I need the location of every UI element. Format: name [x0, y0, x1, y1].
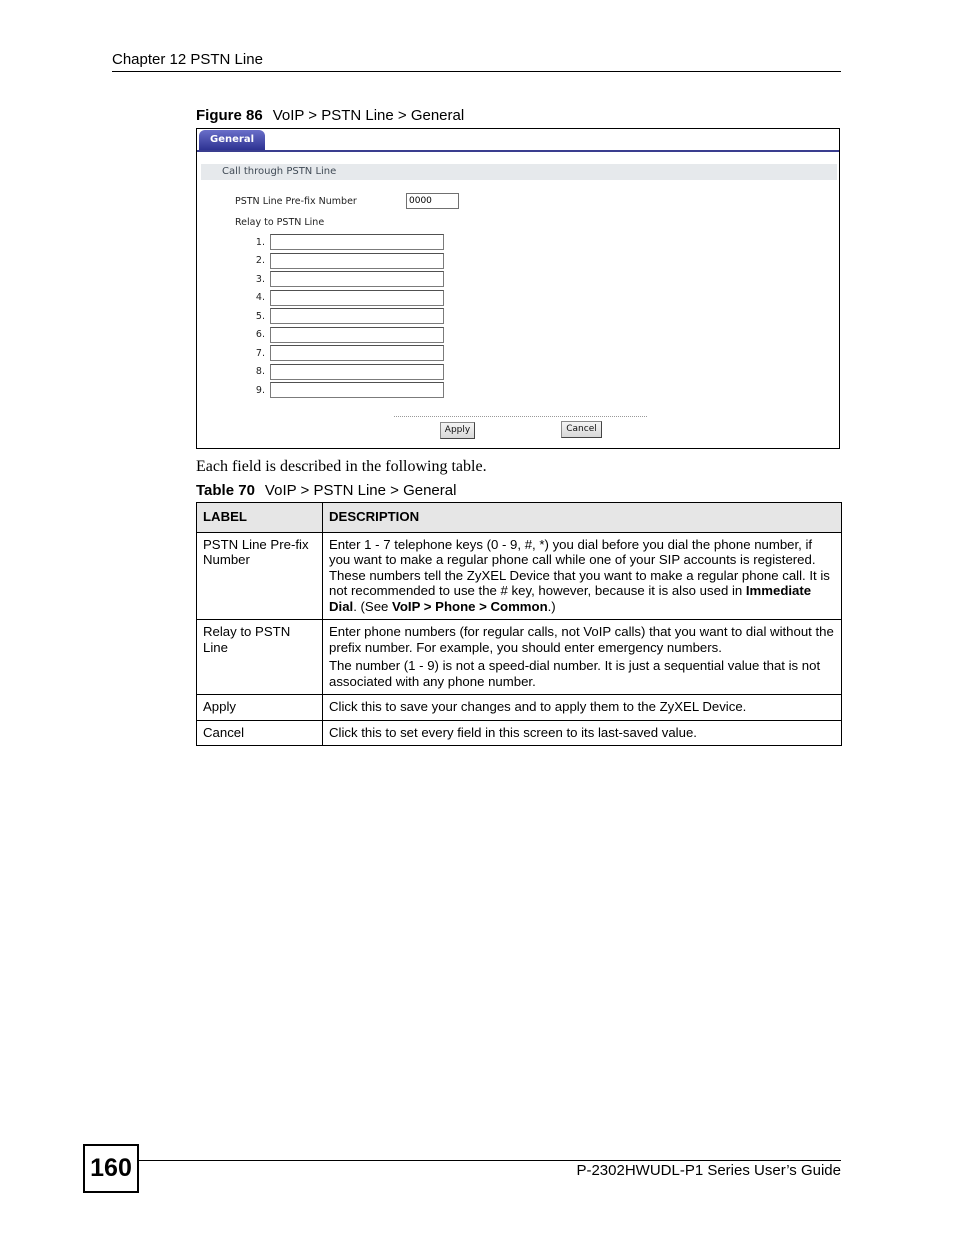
desc-paragraph: The number (1 - 9) is not a speed-dial number. It is just a sequential value that is not associated with any phone number. [329, 658, 821, 689]
relay-input-5[interactable] [270, 308, 444, 324]
row-label: Relay to PSTN Line [197, 620, 323, 695]
table-caption [196, 482, 456, 499]
row-description [323, 620, 842, 695]
figure-caption [196, 107, 464, 124]
guide-title: P-2302HWUDL-P1 Series User’s Guide [576, 1162, 841, 1179]
figure-label: Figure 86 [196, 107, 263, 124]
relay-input-1[interactable] [270, 234, 444, 250]
desc-text: .) [547, 598, 556, 614]
figure-title: VoIP > PSTN Line > General [272, 107, 465, 124]
row-description [323, 532, 842, 620]
intro-paragraph: Each field is described in the following table. [196, 458, 487, 475]
relay-label: Relay to PSTN Line [235, 217, 325, 228]
row-label: PSTN Line Pre-fix Number [197, 532, 323, 620]
relay-row-number: 7. [255, 348, 265, 359]
relay-row-number: 4. [255, 292, 265, 303]
row-label: Apply [197, 695, 323, 721]
relay-row-number: 8. [255, 366, 265, 377]
header-description: DESCRIPTION [323, 503, 842, 533]
relay-row-number: 6. [255, 329, 265, 340]
apply-button[interactable]: Apply [440, 422, 475, 439]
relay-input-2[interactable] [270, 253, 444, 269]
desc-bold: Immediate Dial [329, 583, 812, 614]
prefix-number-input[interactable]: 0000 [406, 193, 459, 209]
table-label: Table 70 [196, 482, 255, 499]
row-label: Cancel [197, 720, 323, 746]
desc-paragraph: Enter phone numbers (for regular calls, not VoIP calls) that you want to dial without the prefix number. For example, you should enter emergency numbers. [329, 624, 834, 655]
relay-row-number: 9. [255, 385, 265, 396]
footer-rule [139, 1160, 841, 1161]
row-description: Click this to set every field in this screen to its last-saved value. [323, 720, 842, 746]
desc-text: . (See [353, 598, 393, 614]
running-header: Chapter 12 PSTN Line [112, 51, 263, 68]
header-label: LABEL [197, 503, 323, 533]
relay-row-number: 1. [255, 237, 265, 248]
relay-input-7[interactable] [270, 345, 444, 361]
relay-row-number: 3. [255, 274, 265, 285]
relay-input-6[interactable] [270, 327, 444, 343]
tab-general[interactable]: General [199, 130, 265, 150]
desc-text: Enter 1 - 7 telephone keys (0 - 9, #, *) you dial before you dial the phone number, if you want to make a regular phone call while one of your SIP accounts is registered. These numbers tell the ZyXEL Device that you want to make a regular phone call. It is not recommended to use the # key, however, because it is also used in [329, 536, 830, 598]
table-row [197, 695, 842, 721]
table-header-row [197, 503, 842, 533]
table-row [197, 532, 842, 620]
page-number: 160 [83, 1144, 139, 1193]
row-description: Click this to save your changes and to apply them to the ZyXEL Device. [323, 695, 842, 721]
relay-row-number: 5. [255, 311, 265, 322]
header-rule [112, 71, 841, 72]
tab-bar [197, 129, 839, 152]
relay-input-4[interactable] [270, 290, 444, 306]
description-table [196, 502, 842, 746]
section-header: Call through PSTN Line [201, 164, 837, 180]
desc-bold: VoIP > Phone > Common [392, 598, 548, 614]
relay-row-number: 2. [255, 255, 265, 266]
table-title: VoIP > PSTN Line > General [264, 482, 457, 499]
table-row [197, 720, 842, 746]
screenshot-panel [196, 128, 840, 449]
table-row [197, 620, 842, 695]
relay-input-3[interactable] [270, 271, 444, 287]
prefix-label: PSTN Line Pre-fix Number [235, 196, 357, 207]
button-divider [394, 416, 647, 417]
relay-input-9[interactable] [270, 382, 444, 398]
cancel-button[interactable]: Cancel [561, 421, 602, 438]
relay-input-8[interactable] [270, 364, 444, 380]
